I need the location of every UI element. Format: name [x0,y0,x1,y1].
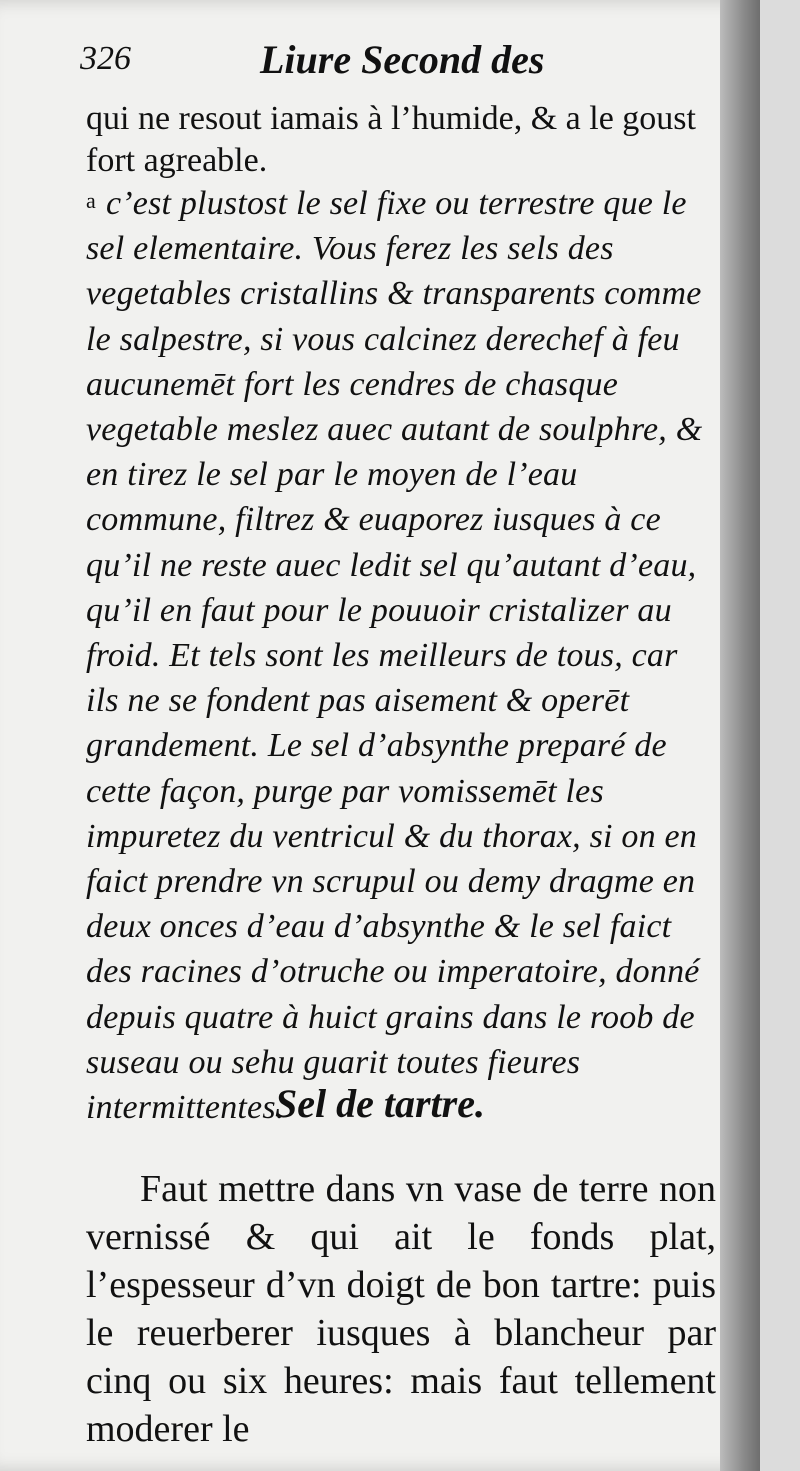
page-gutter [720,0,760,1471]
section-body-text: Faut mettre dans vn vase de terre non vernissé & qui ait le fonds plat, l’espesseur d’vn doigt de bon tartre: puis le reuerberer iusques à blancheur par cinq ou six heures: mais faut tellement moderer le [86,1168,716,1450]
running-title: Liure Second des [260,37,545,82]
note-text: c’est plustost le sel fixe ou terrestre que le sel elementaire. Vous ferez les sels des vegetables cristallins & transparents comme le salpestre, si vous calcinez derechef à feu aucunemēt fort les cendres de chasque vegetable meslez auec autant de soulphre, & en tirez le sel par le moyen de l’eau commune, filtrez & euaporez iusques à ce qu’il ne reste auec ledit sel qu’autant d’eau, qu’il en faut pour le pouuoir cristalizer au froid. Et tels sont les meilleurs de tous, car ils ne se fondent pas aisement & operēt grandement. Le sel d’absynthe preparé de cette façon, purge par vomissemēt les impuretez du ventricul & du thorax, si on en faict prendre vn scrupul ou demy dragme en deux onces d’eau d’absynthe & le sel faict des racines d’otruche ou imperatoire, donné depuis quatre à huict grains dans le roob de suseau ou sehu guarit toutes fieures intermittentes. [86,185,703,1127]
marginal-note-paragraph [86,178,716,1130]
page-number: 326 [80,40,131,77]
intro-text: qui ne resout iamais à l’humide, & a le goust fort agreable. [86,100,696,179]
section-heading: Sel de tartre. [275,1081,485,1126]
page-header [80,28,720,88]
note-mark: a [86,188,96,213]
